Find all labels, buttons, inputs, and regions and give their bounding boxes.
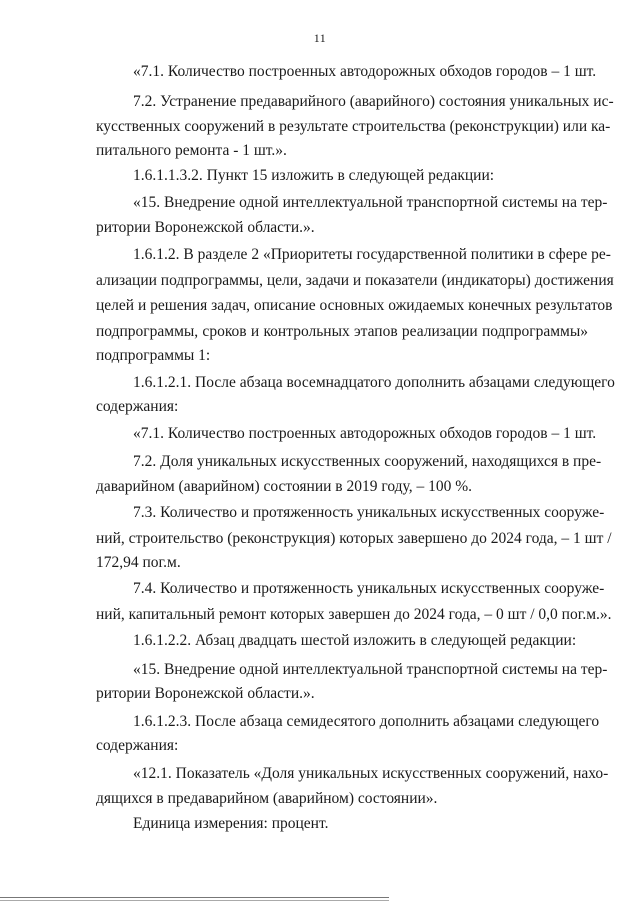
text-line: 1.6.1.2.2. Абзац двадцать шестой изложить в следующей редакции:: [133, 632, 577, 649]
text-line: дящихся в предаварийном (аварийном) состоянии».: [96, 790, 438, 807]
text-line: 7.2. Доля уникальных искусственных сооружений, находящихся в пре-: [133, 453, 602, 470]
text-line: ализации подпрограммы, цели, задачи и показатели (индикаторы) достижения: [96, 272, 614, 289]
text-line: питального ремонта - 1 шт.».: [96, 142, 287, 159]
text-line: 1.6.1.2.1. После абзаца восемнадцатого дополнить абзацами следующего: [133, 374, 615, 391]
text-line: 172,94 пог.м.: [96, 554, 181, 571]
text-line: 1.6.1.2. В разделе 2 «Приоритеты государственной политики в сфере ре-: [133, 246, 611, 263]
text-line: ритории Воронежской области.».: [96, 219, 315, 236]
text-line: «15. Внедрение одной интеллектуальной транспортной системы на тер-: [133, 661, 608, 678]
text-line: кусственных сооружений в результате строительства (реконструкции) или ка-: [96, 118, 611, 135]
text-line: ритории Воронежской области.».: [96, 685, 315, 702]
text-line: целей и решения задач, описание основных ожидаемых конечных результатов: [96, 297, 613, 314]
text-line: «7.1. Количество построенных автодорожных обходов городов – 1 шт.: [133, 63, 597, 80]
text-line: Единица измерения: процент.: [133, 815, 329, 832]
text-line: ний, строительство (реконструкция) которых завершено до 2024 года, – 1 шт /: [96, 530, 612, 547]
text-line: даварийном (аварийном) состоянии в 2019 году, – 100 %.: [96, 478, 473, 495]
text-line: содержания:: [96, 737, 179, 754]
text-line: подпрограммы 1:: [96, 347, 211, 364]
footer-rule: [0, 897, 389, 898]
text-line: подпрограммы, сроков и контрольных этапов реализации подпрограммы»: [96, 323, 588, 340]
text-line: «15. Внедрение одной интеллектуальной транспортной системы на тер-: [133, 194, 608, 211]
text-line: «12.1. Показатель «Доля уникальных искусственных сооружений, нахо-: [133, 765, 609, 782]
footer-rule: [0, 900, 389, 901]
text-line: 1.6.1.2.3. После абзаца семидесятого дополнить абзацами следующего: [133, 713, 600, 730]
text-line: 1.6.1.1.3.2. Пункт 15 изложить в следующей редакции:: [133, 167, 495, 184]
text-line: 7.3. Количество и протяженность уникальных искусственных сооруже-: [133, 504, 605, 521]
text-line: 7.2. Устранение предаварийного (аварийного) состояния уникальных ис-: [133, 93, 614, 110]
page-number: 11: [313, 31, 327, 45]
text-line: «7.1. Количество построенных автодорожных обходов городов – 1 шт.: [133, 425, 597, 442]
text-line: содержания:: [96, 398, 179, 415]
text-line: ний, капитальный ремонт которых завершен до 2024 года, – 0 шт / 0,0 пог.м.».: [96, 606, 612, 623]
text-line: 7.4. Количество и протяженность уникальных искусственных сооруже-: [133, 580, 605, 597]
